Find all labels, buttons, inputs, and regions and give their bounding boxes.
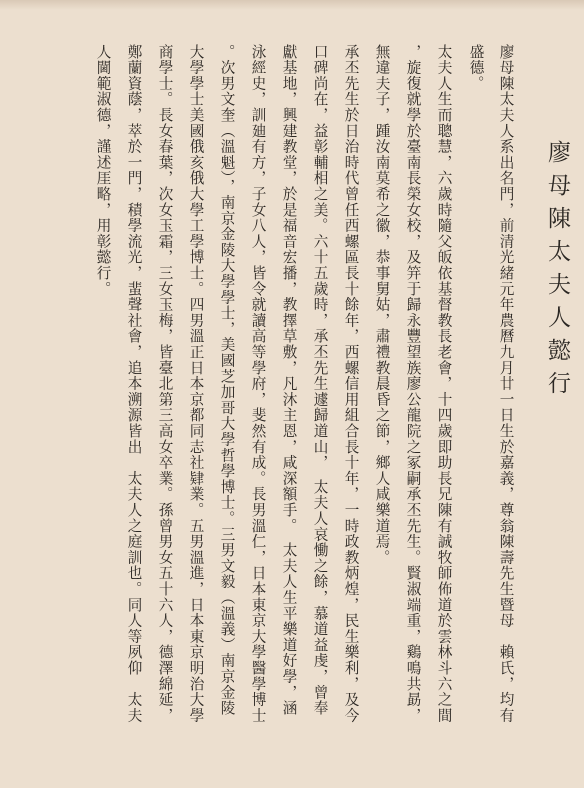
text-column: 獻基地，興建教堂，於是福音宏播，教擇草敷，凡沐主恩，咸深額手。 太夫人生平樂道好學，涵 (280, 44, 298, 717)
text-column: 無違夫子，踵汝南莫希之徽，恭事舅姑，肅禮教晨昏之節，鄉人咸樂道焉。 (373, 44, 391, 566)
text-column: 承丕先生於日治時代曾任西螺區長十餘年，西螺信用組合長十年，一時政教炳煌，民生樂利，及今 (342, 44, 360, 724)
text-column: 盛德。 (467, 44, 485, 92)
text-column: 。次男文奎（溫魁），南京金陵大學學士，美國芝加哥大學哲學博士。三男文毅（溫義）南京金陵 (218, 44, 236, 717)
text-column: 大學學士美國俄亥俄大學工學博士。四男溫正日本京都同志社肄業。五男溫進，日本東京明治大學 (187, 44, 205, 724)
text-column: 廖母陳太夫人系出名門，前清光緒元年農曆九月廿一日生於嘉義，尊翁陳壽先生暨母 賴氏，均有 (497, 44, 515, 724)
text-column: ，旋復就學於臺南長榮女校，及笄于歸永豐望族廖公龍院之冢嗣承丕先生。賢淑端重，鷄鳴共勗， (404, 44, 422, 724)
text-column: 太夫人生而聰慧，六歲時隨父皈依基督教長老會，十四歲即助長兄陳有誠牧師佈道於雲林斗六之間 (435, 44, 453, 724)
text-column: 鄭蘭資蔭，萃於一門，積學流光，蜚聲社會，追本溯源皆出 太夫人之庭訓也。同人等夙仰 太夫 (125, 44, 143, 724)
document-title: 廖母陳太夫人懿行 (544, 140, 570, 404)
text-column: 泳經史，訓廸有方，子女八人，皆令就讀高等學府，斐然有成。長男溫仁，日本東京大學醫學博士 (249, 44, 267, 724)
text-column: 口碑尚在，益彰輔相之美。六十五歲時，承丕先生遽歸道山， 太夫人哀慟之餘，慕道益虔，曾奉 (311, 44, 329, 717)
page-fold-shadow (0, 0, 584, 10)
text-column: 人閫範淑德，謹述厓略，用彰懿行。 (94, 44, 112, 297)
text-column: 商學士。長女春葉，次女玉霜，三女玉梅，皆臺北第三高女卒業。孫曾男女五十六人，德澤綿延， (156, 44, 174, 724)
